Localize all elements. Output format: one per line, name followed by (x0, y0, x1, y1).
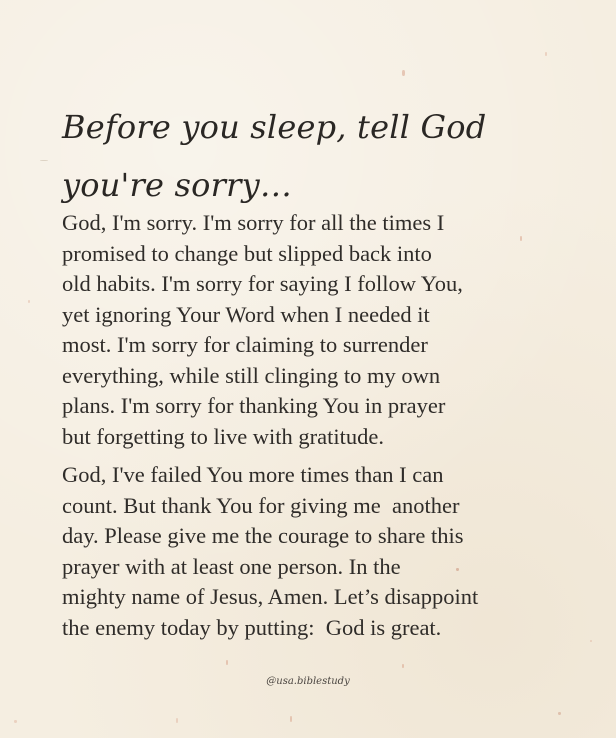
paragraph-line: most. I'm sorry for claiming to surrender (62, 332, 428, 357)
paragraph-line: plans. I'm sorry for thanking You in prayer (62, 393, 446, 418)
paper-speck (558, 712, 561, 715)
paragraph-line: God, I'm sorry. I'm sorry for all the times I (62, 210, 445, 235)
paper-speck (402, 664, 404, 668)
paragraph-line: everything, while still clinging to my own (62, 362, 441, 388)
account-handle: @usa.biblestudy (266, 676, 350, 687)
paper-speck (40, 160, 48, 161)
title-line-2: you're sorry… (62, 166, 293, 204)
paragraph-1 (62, 208, 562, 452)
paper-speck (176, 718, 178, 723)
paper-speck (590, 640, 592, 642)
paper-speck (290, 716, 292, 722)
paper-speck (545, 52, 547, 56)
paragraph-line: the enemy today by putting: God is great. (62, 614, 442, 640)
paragraph-line: God, I've failed You more times than I can (62, 462, 444, 487)
paragraph-line: yet ignoring Your Word when I needed it (62, 301, 430, 327)
paper-speck (226, 660, 228, 665)
paper-speck (402, 70, 405, 76)
post-title (62, 98, 562, 214)
paragraph-line: count. But thank You for giving me another (62, 492, 460, 518)
paragraph-line: but forgetting to live with gratitude. (62, 423, 385, 449)
paragraph-line: prayer with at least one person. In the (62, 553, 401, 579)
paragraph-line: mighty name of Jesus, Amen. Let’s disappoint (62, 584, 479, 609)
paragraph-line: old habits. I'm sorry for saying I follow You, (62, 271, 463, 296)
paper-speck (28, 300, 30, 303)
paragraph-line: promised to change but slipped back into (62, 240, 432, 266)
paragraph-line: day. Please give me the courage to share this (62, 523, 464, 548)
paragraph-2 (62, 460, 562, 643)
paper-speck (14, 720, 17, 723)
title-line-1: Before you sleep, tell God (62, 108, 487, 146)
